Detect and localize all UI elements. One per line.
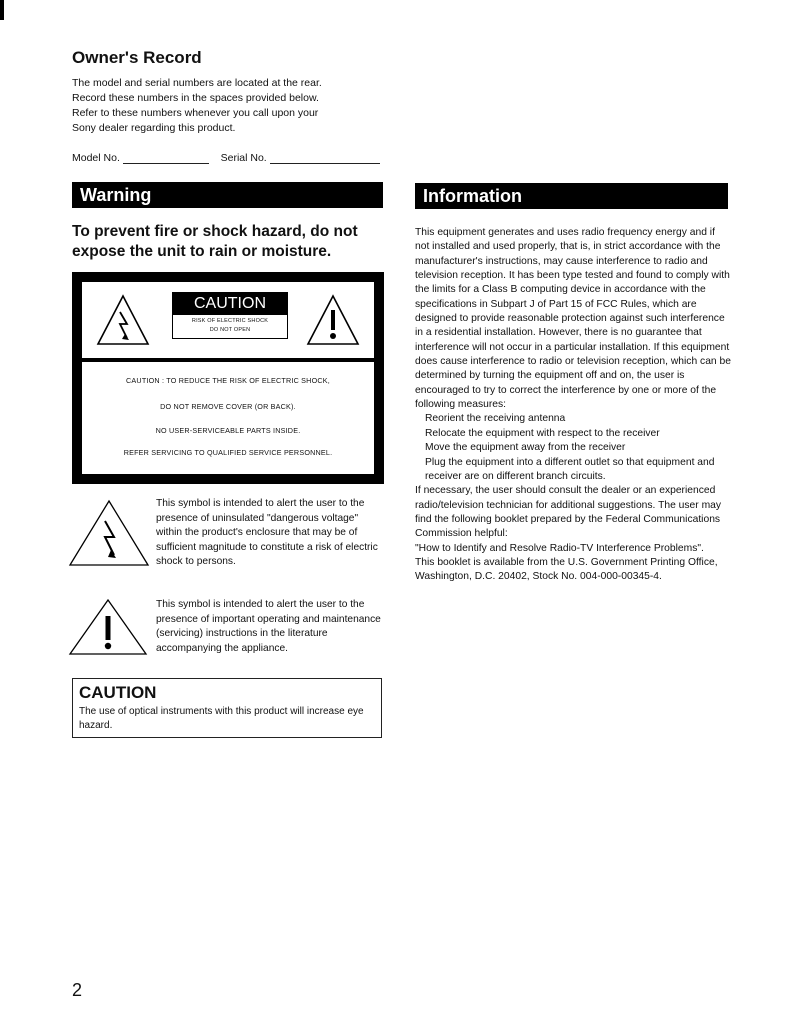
information-heading: Information — [415, 183, 728, 209]
caution-label-top — [82, 282, 374, 358]
info-paragraph: This equipment generates and uses radio frequency energy and if not installed and used properly, that is, in strict accordance with the manufacturer's instructions, may cause interference to radio and television reception. It has been type tested and found to comply with the limits for a Class B computing device in accordance with the specifications in Subpart J of Part 15 of FCC Rules, which are designed to provide reasonable protection against such interference in a residential installation. However, there is no guarantee that interference will not occur in a particular installation. If this equipment does cause interference to radio or television reception, which can be determined by turning the equipment off and on, the user is encouraged to try to correct the interference by one or more of the following measures: — [415, 227, 731, 411]
info-booklet-title: "How to Identify and Resolve Radio-TV Interference Problems". — [415, 542, 704, 554]
caution-label-line: DO NOT REMOVE COVER (OR BACK). — [160, 402, 296, 411]
info-measure: Move the equipment away from the receiver — [425, 442, 626, 454]
information-section — [415, 226, 731, 585]
exclamation-warning-icon — [306, 294, 360, 351]
optical-caution-box — [72, 678, 382, 738]
caution-label-bottom — [82, 362, 374, 474]
page-edge-mark — [0, 0, 4, 20]
model-label: Model No. — [72, 152, 120, 164]
hazard-statement: To prevent fire or shock hazard, do not expose the unit to rain or moisture. — [72, 223, 358, 260]
exclamation-symbol-text: This symbol is intended to alert the user to the presence of important operating and maintenance (servicing) instructions in the literature accompanying the appliance. — [156, 599, 381, 654]
info-measure: Plug the equipment into a different outlet so that equipment and receiver are on different branch circuits. — [425, 456, 715, 482]
caution-badge — [172, 292, 288, 339]
exclamation-triangle-icon — [68, 598, 150, 658]
voltage-symbol-explanation — [68, 497, 384, 587]
warning-heading: Warning — [72, 182, 383, 208]
caution-label-line: REFER SERVICING TO QUALIFIED SERVICE PERSONNEL. — [123, 448, 333, 457]
serial-number-field[interactable] — [270, 152, 380, 164]
model-number-field[interactable] — [123, 152, 209, 164]
optical-caution-text: The use of optical instruments with this product will increase eye hazard. — [79, 706, 364, 731]
owners-record-line: Record these numbers in the spaces provided below. — [72, 92, 319, 104]
info-paragraph: This booklet is available from the U.S. Government Printing Office, Washington, D.C. 20402, Stock No. 004-000-00345-4. — [415, 556, 718, 583]
page-number: 2 — [72, 980, 83, 1000]
voltage-symbol-text: This symbol is intended to alert the user to the presence of uninsulated "dangerous voltage" within the product's enclosure that may be of sufficient magnitude to constitute a risk of electric shock to persons. — [156, 498, 378, 567]
caution-label-line: NO USER-SERVICEABLE PARTS INSIDE. — [155, 426, 301, 435]
info-paragraph: If necessary, the user should consult the dealer or an experienced radio/television technician for additional suggestions. The user may find the following booklet prepared by the Federal Communications Commission helpful: — [415, 485, 722, 540]
caution-badge-title: CAUTION — [173, 293, 287, 315]
lightning-triangle-icon — [68, 497, 150, 569]
info-measure: Relocate the equipment with respect to the receiver — [425, 427, 660, 439]
owners-record-line: The model and serial numbers are located at the rear. — [72, 77, 322, 89]
caution-badge-subtext — [173, 315, 287, 338]
caution-label-box — [72, 272, 384, 484]
serial-label: Serial No. — [220, 152, 267, 164]
owners-record-section — [72, 48, 392, 164]
caution-label-line: CAUTION : TO REDUCE THE RISK OF ELECTRIC SHOCK, — [126, 376, 330, 385]
owners-record-title: Owner's Record — [72, 48, 202, 67]
exclamation-symbol-explanation — [68, 598, 384, 658]
caution-badge-line: RISK OF ELECTRIC SHOCK — [191, 318, 269, 324]
lightning-warning-icon — [96, 294, 150, 351]
info-measure: Reorient the receiving antenna — [425, 413, 566, 425]
record-fields — [72, 152, 392, 164]
caution-badge-line: DO NOT OPEN — [209, 327, 251, 333]
optical-caution-title: CAUTION — [79, 683, 157, 702]
owners-record-line: Refer to these numbers whenever you call upon your — [72, 107, 319, 119]
owners-record-line: Sony dealer regarding this product. — [72, 122, 236, 134]
